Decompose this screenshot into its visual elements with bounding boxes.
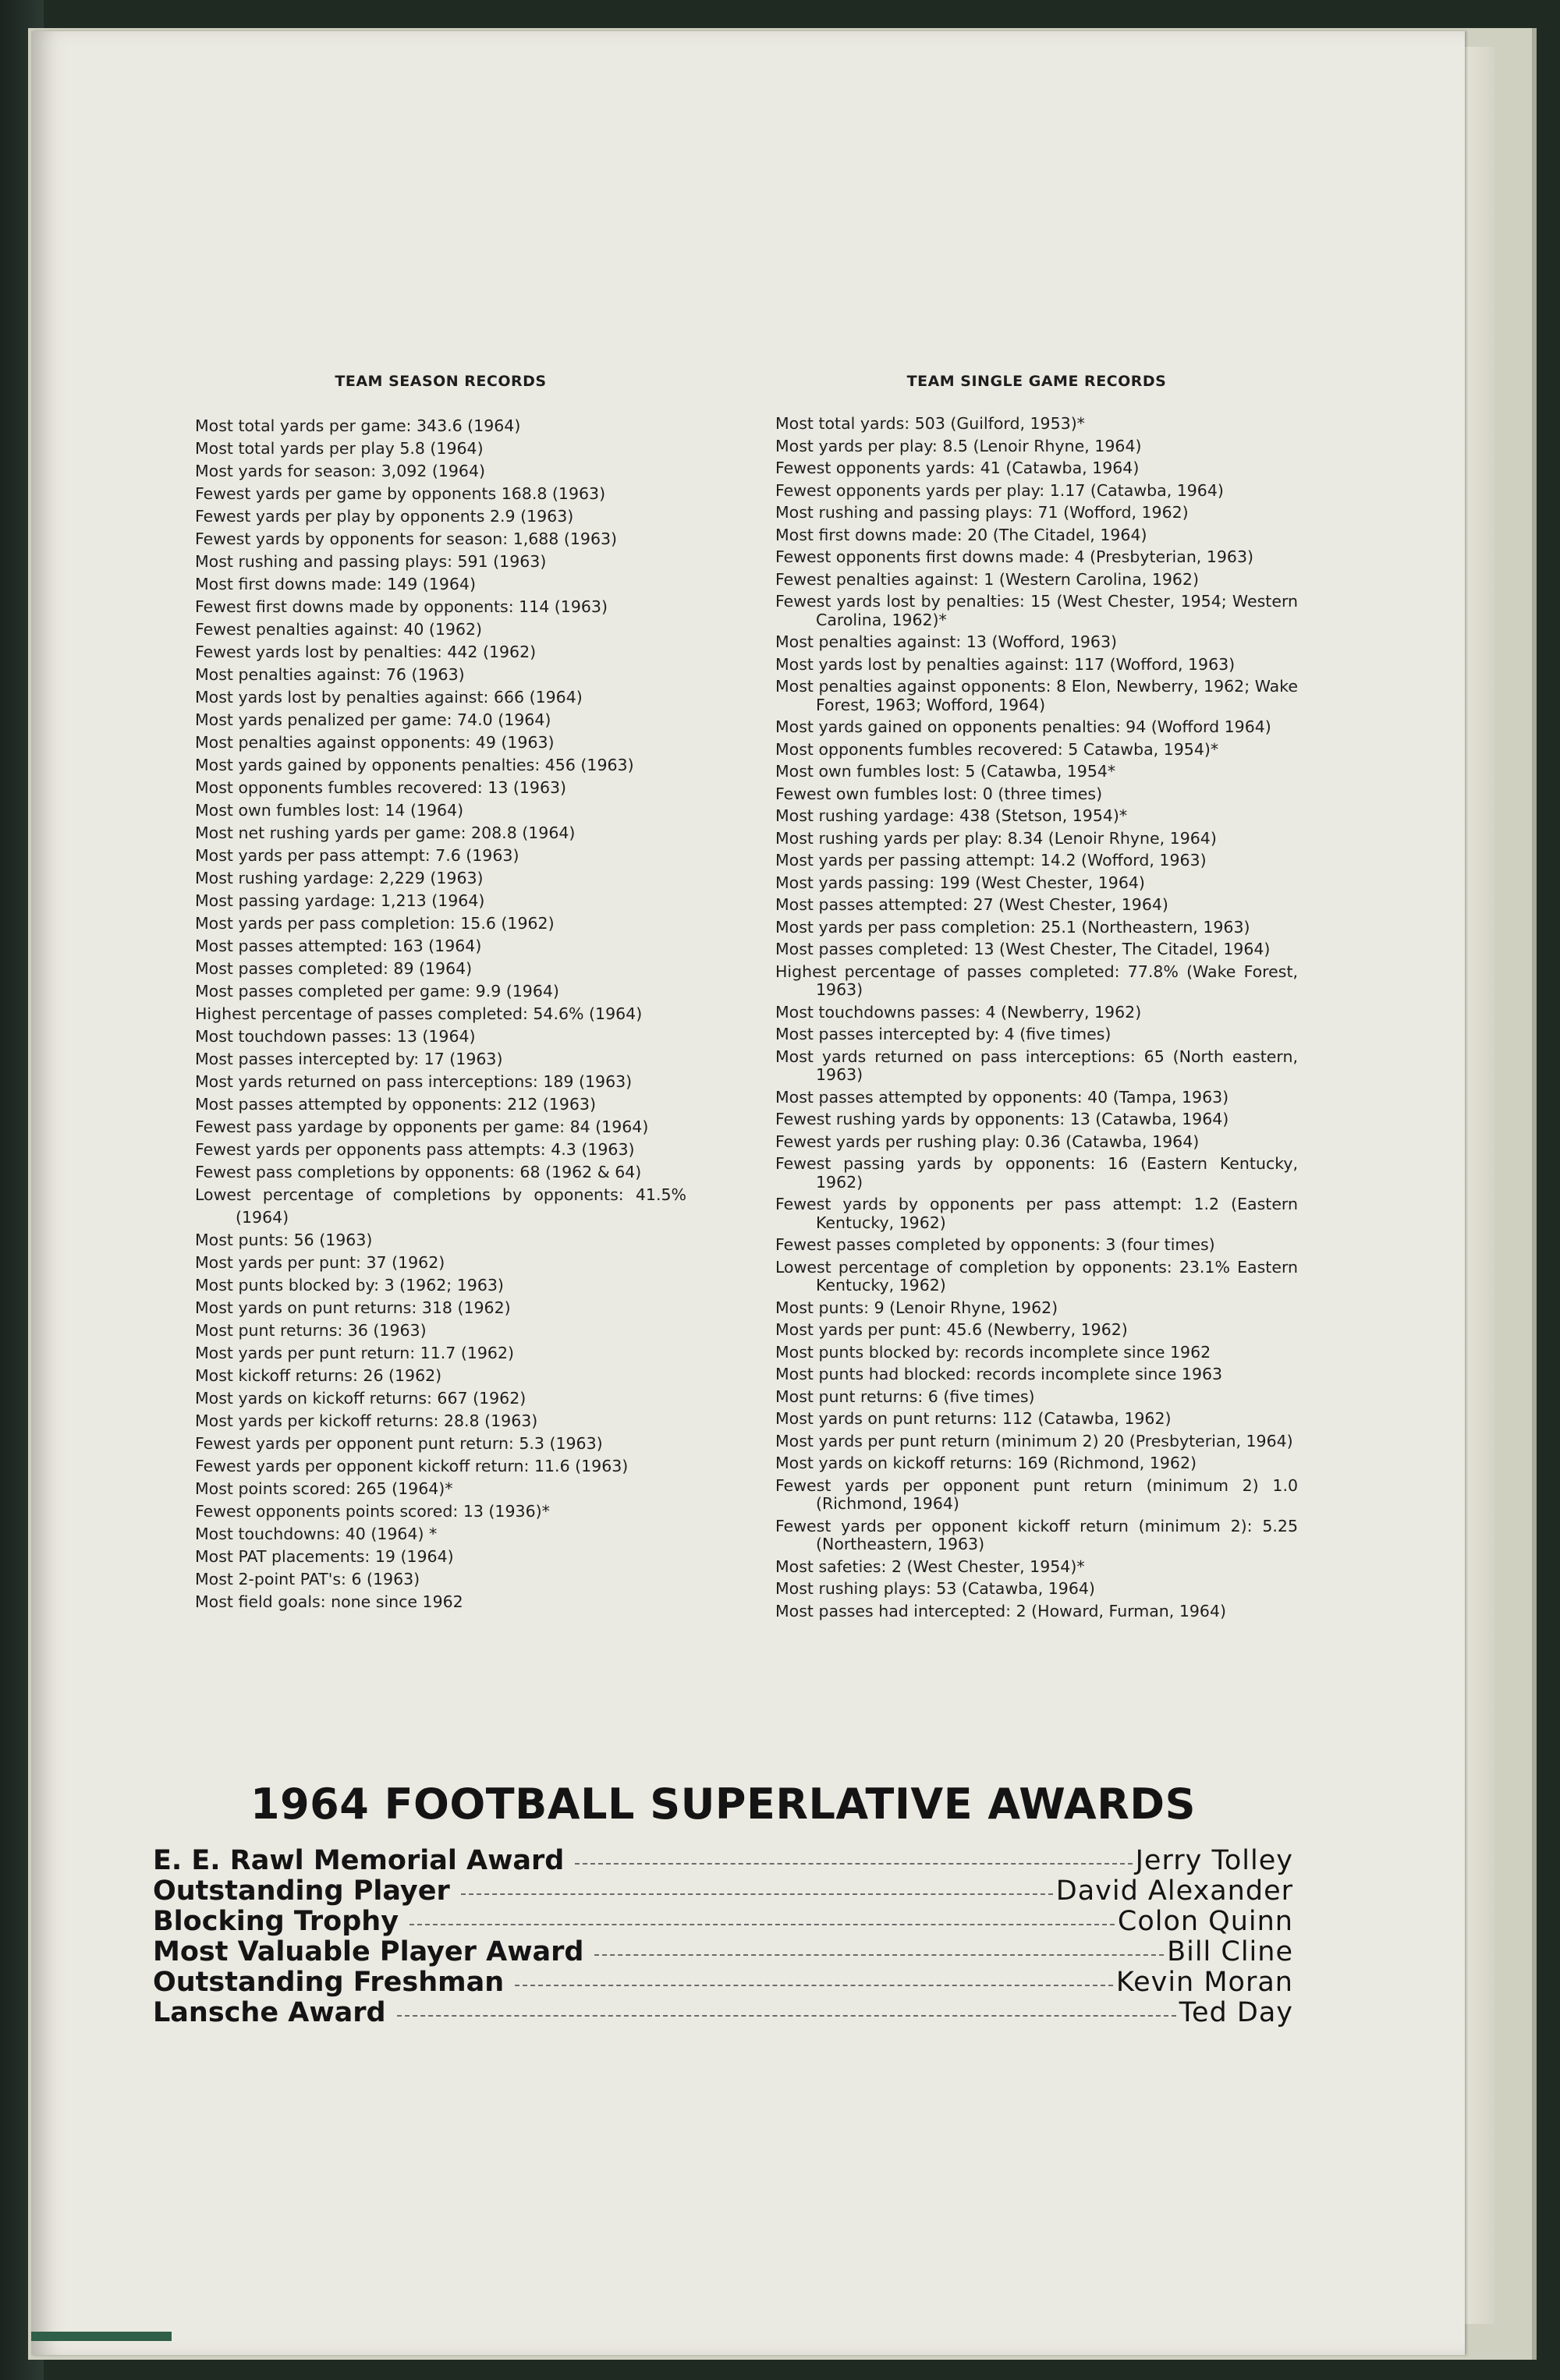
season-record-item: Most yards per punt: 37 (1962) (195, 1253, 445, 1272)
single-game-record-item: Fewest opponents yards per play: 1.17 (Catawba, 1964) (775, 480, 1224, 500)
season-record-item: Most points scored: 265 (1964)* (195, 1479, 453, 1498)
award-name: Blocking Trophy (153, 1906, 399, 1937)
award-row (153, 1846, 1293, 1876)
award-name: E. E. Rawl Memorial Award (153, 1845, 565, 1876)
award-winner: Ted Day (1179, 1997, 1293, 2028)
single-game-record-item: Fewest own fumbles lost: 0 (three times) (775, 784, 1103, 803)
season-record-item: Most yards lost by penalties against: 666 (1964) (195, 688, 583, 707)
single-game-record-item: Most rushing plays: 53 (Catawba, 1964) (775, 1579, 1095, 1598)
single-game-record-item: Most yards on punt returns: 112 (Catawba, 1962) (775, 1409, 1172, 1428)
season-record-item: Most yards per pass attempt: 7.6 (1963) (195, 846, 519, 865)
single-game-record-item: Most opponents fumbles recovered: 5 Catawba, 1954)* (775, 739, 1219, 759)
dotted-leader (410, 1924, 1115, 1925)
season-records-list (195, 415, 686, 1613)
season-record-item: Most yards penalized per game: 74.0 (1964) (195, 710, 551, 729)
season-record-item: Most penalties against opponents: 49 (1963) (195, 733, 555, 752)
season-record-item: Most yards on kickoff returns: 667 (1962) (195, 1389, 526, 1408)
single-game-record-item: Fewest yards per opponent kickoff return (minimum 2): 5.25 (Northeastern, 1963) (775, 1516, 1298, 1553)
single-game-record-item: Most penalties against opponents: 8 Elon, Newberry, 1962; Wake Forest, 1963; Wofford, 1964) (775, 677, 1298, 714)
season-record-item: Most total yards per game: 343.6 (1964) (195, 416, 521, 435)
season-record-item: Fewest yards per opponent punt return: 5.3 (1963) (195, 1434, 603, 1453)
season-record-item: Most penalties against: 76 (1963) (195, 665, 465, 684)
award-name: Outstanding Player (153, 1875, 450, 1907)
single-game-record-item: Most yards per punt: 45.6 (Newberry, 1962) (775, 1320, 1128, 1339)
award-row (153, 1998, 1293, 2028)
season-record-item: Highest percentage of passes completed: 54.6% (1964) (195, 1004, 643, 1023)
season-record-item: Fewest yards by opponents for season: 1,688 (1963) (195, 529, 618, 548)
single-game-record-item: Fewest opponents first downs made: 4 (Presbyterian, 1963) (775, 547, 1254, 566)
single-game-record-item: Fewest opponents yards: 41 (Catawba, 1964) (775, 459, 1140, 477)
season-record-item: Most yards per kickoff returns: 28.8 (1963) (195, 1411, 538, 1430)
season-record-item: Most punts: 56 (1963) (195, 1231, 373, 1249)
season-record-item: Most net rushing yards per game: 208.8 (1964) (195, 823, 576, 842)
season-record-item: Lowest percentage of completions by opponents: 41.5% (1964) (195, 1185, 686, 1227)
dotted-leader (397, 2015, 1176, 2017)
season-record-item: Fewest penalties against: 40 (1962) (195, 620, 483, 639)
season-record-item: Most passes completed: 89 (1964) (195, 959, 473, 978)
single-game-record-item: Fewest passing yards by opponents: 16 (Eastern Kentucky, 1962) (775, 1154, 1298, 1192)
single-game-record-item: Fewest yards per opponent punt return (minimum 2) 1.0 (Richmond, 1964) (775, 1475, 1298, 1513)
single-game-record-item: Most yards per passing attempt: 14.2 (Wofford, 1963) (775, 851, 1207, 869)
page-stack-edge (1465, 47, 1494, 2324)
dotted-leader (515, 1985, 1113, 1986)
season-record-item: Fewest yards per game by opponents 168.8 (1963) (195, 484, 606, 503)
single-game-record-item: Most passes attempted by opponents: 40 (Tampa, 1963) (775, 1087, 1229, 1107)
season-record-item: Most own fumbles lost: 14 (1964) (195, 801, 464, 820)
award-winner: Colon Quinn (1117, 1906, 1293, 1937)
single-game-record-item: Most yards returned on pass interceptions: 65 (North eastern, 1963) (775, 1047, 1298, 1084)
award-winner: Bill Cline (1167, 1936, 1293, 1967)
season-record-item: Fewest pass yardage by opponents per game: 84 (1964) (195, 1117, 649, 1136)
season-record-item: Most yards per pass completion: 15.6 (1962) (195, 914, 555, 933)
superlative-awards (153, 1780, 1293, 2028)
single-game-record-item: Most rushing and passing plays: 71 (Wofford, 1962) (775, 503, 1189, 522)
single-game-record-item: Most yards passing: 199 (West Chester, 1964) (775, 873, 1145, 892)
award-row (153, 1876, 1293, 1907)
single-game-record-item: Most yards on kickoff returns: 169 (Richmond, 1962) (775, 1454, 1197, 1472)
season-record-item: Fewest yards lost by penalties: 442 (1962) (195, 643, 537, 661)
single-game-record-item: Most punts blocked by: records incomplete since 1962 (775, 1342, 1211, 1362)
single-game-record-item: Most total yards: 503 (Guilford, 1953)* (775, 414, 1085, 433)
single-game-record-item: Lowest percentage of completion by opponents: 23.1% Eastern Kentucky, 1962) (775, 1257, 1298, 1294)
single-game-record-item: Most punt returns: 6 (five times) (775, 1387, 1035, 1406)
season-record-item: Most punt returns: 36 (1963) (195, 1321, 427, 1340)
season-record-item: Most punts blocked by: 3 (1962; 1963) (195, 1276, 504, 1294)
single-game-record-item: Most yards per pass completion: 25.1 (Northeastern, 1963) (775, 917, 1250, 937)
single-game-records-list (775, 415, 1298, 1620)
single-game-record-item: Most yards lost by penalties against: 117 (Wofford, 1963) (775, 654, 1236, 674)
single-game-record-item: Most punts: 9 (Lenoir Rhyne, 1962) (775, 1298, 1058, 1317)
single-game-record-item: Most rushing yards per play: 8.34 (Lenoir Rhyne, 1964) (775, 828, 1217, 848)
season-record-item: Most yards per punt return: 11.7 (1962) (195, 1344, 514, 1362)
single-game-record-item: Most penalties against: 13 (Wofford, 1963) (775, 632, 1118, 651)
season-record-item: Most 2-point PAT's: 6 (1963) (195, 1570, 420, 1588)
single-game-record-item: Most passes had intercepted: 2 (Howard, Furman, 1964) (775, 1601, 1227, 1620)
season-record-item: Most first downs made: 149 (1964) (195, 575, 476, 593)
season-record-item: Most PAT placements: 19 (1964) (195, 1547, 454, 1566)
dotted-leader (575, 1863, 1132, 1865)
single-game-record-item: Fewest yards lost by penalties: 15 (West Chester, 1954; Western Carolina, 1962)* (775, 592, 1298, 629)
awards-title: 1964 FOOTBALL SUPERLATIVE AWARDS (250, 1780, 1196, 1829)
single-game-record-item: Most first downs made: 20 (The Citadel, 1964) (775, 525, 1147, 544)
single-game-record-item: Most rushing yardage: 438 (Stetson, 1954)* (775, 806, 1128, 825)
award-winner: Jerry Tolley (1135, 1845, 1293, 1876)
season-record-item: Most passes attempted: 163 (1964) (195, 937, 482, 955)
single-game-record-item: Most touchdowns passes: 4 (Newberry, 1962) (775, 1002, 1142, 1022)
season-record-item: Most rushing and passing plays: 591 (1963) (195, 552, 547, 571)
season-record-item: Most yards for season: 3,092 (1964) (195, 462, 486, 480)
single-game-record-item: Fewest yards by opponents per pass attempt: 1.2 (Eastern Kentucky, 1962) (775, 1195, 1298, 1232)
single-game-record-item: Fewest yards per rushing play: 0.36 (Catawba, 1964) (775, 1132, 1200, 1151)
dotted-leader (461, 1893, 1053, 1895)
single-game-record-item: Fewest rushing yards by opponents: 13 (Catawba, 1964) (775, 1110, 1229, 1128)
season-record-item: Most yards on punt returns: 318 (1962) (195, 1298, 511, 1317)
season-record-item: Most opponents fumbles recovered: 13 (1963) (195, 778, 567, 797)
award-row (153, 1907, 1293, 1937)
season-record-item: Most field goals: none since 1962 (195, 1592, 463, 1611)
season-record-item: Fewest pass completions by opponents: 68 (1962 & 64) (195, 1163, 642, 1181)
single-game-record-item: Most yards per punt return (minimum 2) 20 (Presbyterian, 1964) (775, 1431, 1293, 1450)
season-record-item: Fewest yards per opponents pass attempts: 4.3 (1963) (195, 1140, 635, 1159)
season-record-item: Most yards returned on pass interceptions: 189 (1963) (195, 1072, 633, 1091)
season-record-item: Most yards gained by opponents penalties: 456 (1963) (195, 756, 634, 774)
award-winner: David Alexander (1055, 1875, 1293, 1907)
season-record-item: Most passing yardage: 1,213 (1964) (195, 891, 485, 910)
single-game-record-item: Highest percentage of passes completed: 77.8% (Wake Forest, 1963) (775, 962, 1298, 999)
season-record-item: Most touchdowns: 40 (1964) * (195, 1525, 438, 1543)
team-single-game-records (775, 373, 1298, 1624)
single-game-record-item: Most punts had blocked: records incomplete since 1963 (775, 1365, 1223, 1383)
award-row (153, 1937, 1293, 1967)
award-name: Most Valuable Player Award (153, 1936, 584, 1967)
season-record-item: Fewest opponents points scored: 13 (1936)* (195, 1502, 550, 1521)
season-record-item: Fewest yards per opponent kickoff return: 11.6 (1963) (195, 1457, 629, 1475)
season-record-item: Most passes attempted by opponents: 212 (1963) (195, 1095, 596, 1114)
season-record-item: Fewest first downs made by opponents: 114 (1963) (195, 597, 608, 616)
single-game-record-item: Most passes attempted: 27 (West Chester, 1964) (775, 895, 1168, 914)
season-record-item: Most passes completed per game: 9.9 (1964) (195, 982, 559, 1001)
season-record-item: Most passes intercepted by: 17 (1963) (195, 1050, 503, 1068)
award-winner: Kevin Moran (1115, 1967, 1293, 1998)
season-record-item: Most total yards per play 5.8 (1964) (195, 439, 484, 458)
single-game-record-item: Most yards gained on opponents penalties: 94 (Wofford 1964) (775, 717, 1271, 736)
single-game-record-item: Most passes completed: 13 (West Chester, The Citadel, 1964) (775, 940, 1271, 958)
season-record-item: Fewest yards per play by opponents 2.9 (1963) (195, 507, 574, 526)
season-record-item: Most touchdown passes: 13 (1964) (195, 1027, 476, 1046)
award-name: Lansche Award (153, 1997, 386, 2028)
single-game-record-item: Fewest penalties against: 1 (Western Carolina, 1962) (775, 569, 1199, 589)
season-records-heading: TEAM SEASON RECORDS (335, 373, 547, 390)
award-row (153, 1967, 1293, 1998)
single-game-record-item: Most safeties: 2 (West Chester, 1954)* (775, 1557, 1085, 1576)
season-record-item: Most kickoff returns: 26 (1962) (195, 1366, 442, 1385)
single-game-record-item: Most passes intercepted by: 4 (five times) (775, 1025, 1112, 1043)
dotted-leader (594, 1954, 1164, 1956)
team-season-records (195, 373, 686, 1613)
single-game-record-item: Fewest passes completed by opponents: 3 (four times) (775, 1235, 1215, 1254)
single-game-records-heading: TEAM SINGLE GAME RECORDS (906, 373, 1167, 390)
single-game-record-item: Most own fumbles lost: 5 (Catawba, 1954* (775, 762, 1116, 781)
binding-tape (31, 2332, 172, 2341)
season-record-item: Most rushing yardage: 2,229 (1963) (195, 869, 484, 887)
award-name: Outstanding Freshman (153, 1967, 505, 1998)
single-game-record-item: Most yards per play: 8.5 (Lenoir Rhyne, 1964) (775, 436, 1142, 455)
